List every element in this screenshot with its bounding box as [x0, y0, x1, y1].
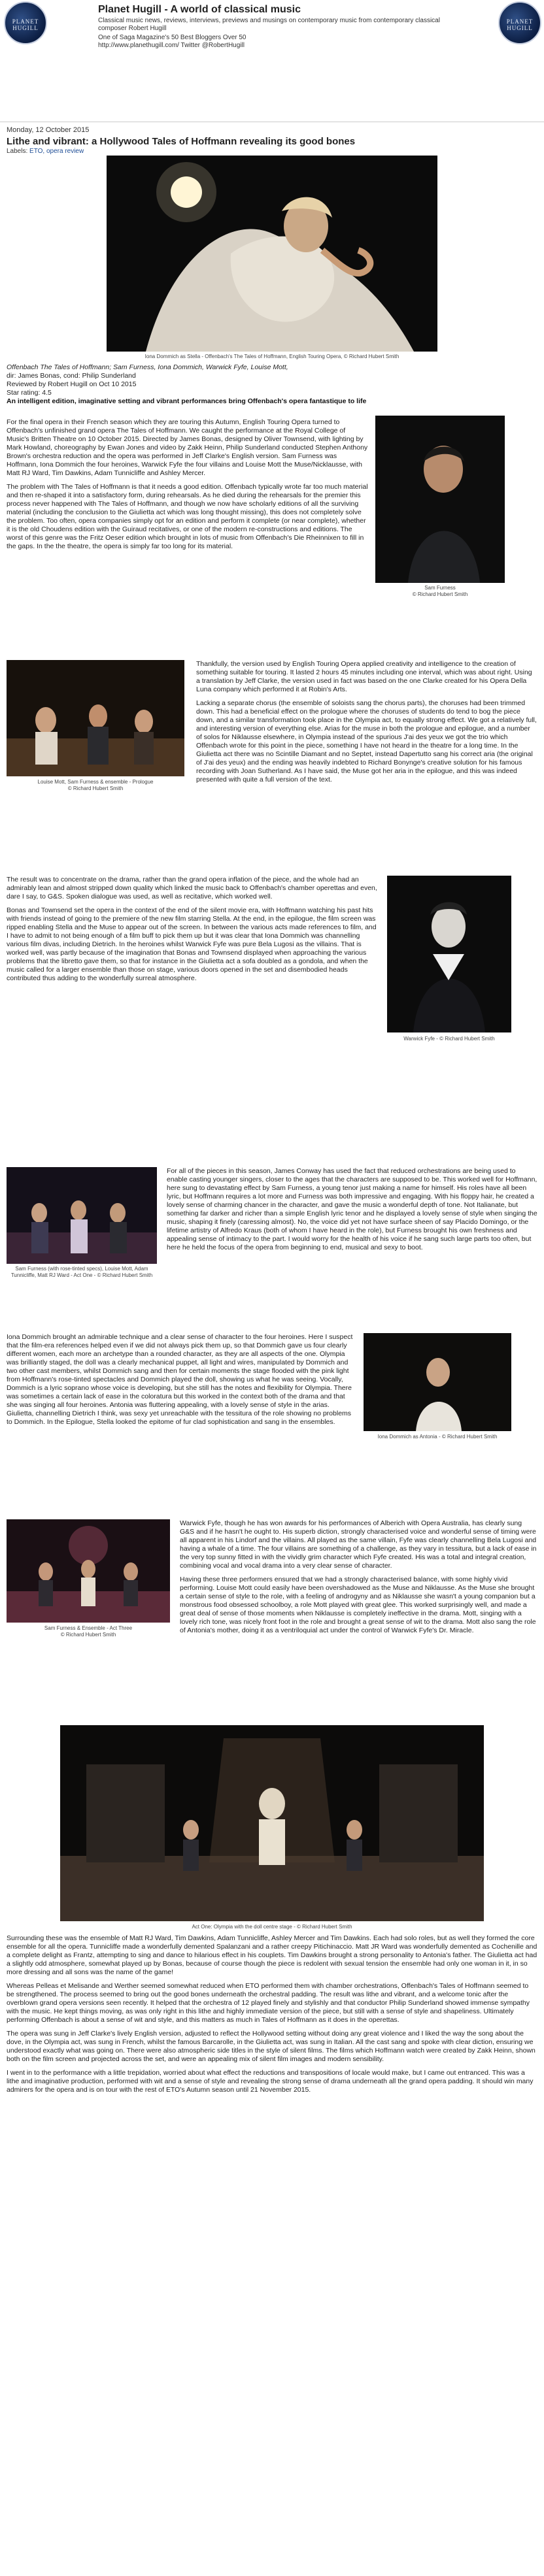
act3-caption: Sam Furness & Ensemble - Act Three © Richard Hubert Smith — [44, 1625, 133, 1638]
louise-caption: Louise Mott, Sam Furness & ensemble - Prologue © Richard Hubert Smith — [37, 779, 154, 791]
warwick-image — [387, 876, 511, 1032]
hero-image — [107, 156, 437, 352]
credits-line-1: Offenbach The Tales of Hoffmann; Sam Furness, Iona Dommich, Warwick Fyfe, Louise Mott, — [7, 363, 288, 371]
paragraph-12: Whereas Pelleas et Melisande and Werther seemed somewhat reduced when ETO performed them with chamber orchestrations, Offenbach's Tales of Hoffmann seemed to be strengthened. The process seemed to bring out the good bones underneath the orchestral padding. The result was lithe and vibrant, and a welcome tonic after the overblown grand opera versions seen recently. It helped that the orchestra of 12 played finely and stylishly and that conductor Philip Sunderland showed immense sympathy with the music. He kept things moving, as was only right in this lithe and highly immediate version of the piece, but still with a sense of style and shapeliness. Ultimately performing Offenbach is about a sense of wit and style, and this matters as much in Tales of Hoffmann as it does in the operettas. — [7, 1982, 530, 2024]
antonia-image — [364, 1333, 511, 1431]
paragraph-13: The opera was sung in Jeff Clarke's lively English version, adjusted to reflect the Hollywood setting without doing any great violence and I liked the way the song about the dove, in the Olympia act, was sung in French, whilst the famous Barcarolle, in the Giulietta act, was sung in Italian. All the cast sang and spoke with clear diction, ensuring we understood exactly what was going on. There were also atmospheric side titles in the style of silent films. The films which Hoffmann watch were created by Zakk Heinn, shown both on the film screen and projected across the set, and were an appealing mix of silent film images and modern sensibility. — [7, 2030, 536, 2063]
sam-caption: Sam Furness © Richard Hubert Smith — [412, 585, 468, 597]
warwick-illustration — [387, 876, 511, 1032]
paragraph-10: Having these three performers ensured that we had a strongly characterised balance, with some highly vivid performing. Louise Mott could easily have been overshadowed as the Muse and Niklausse. As the Muse she brought a certain sense of style to the role, with a feeling of androgyny and as Niklausse she wasn't a young companion but a monstrous food obsessed schoolboy, a role Mott played with great glee. This worked surprisingly well, and made a great deal of sense of those moments when Niklausse is completely ineffective in the drama. Mott, singing with a lovely rich tone, was nicely front foot in the role and brought a great sense of wit to the drama. Mott also sang the role of Antonia's mother, doing it as a ventriloquial act under the control of Warwick Fyfe's Dr. Miracle. — [180, 1576, 536, 1634]
body-intro — [7, 418, 369, 556]
wide-image — [60, 1725, 484, 1921]
site-links[interactable]: http://www.planethugill.com/ Twitter @RobertHugill — [98, 42, 245, 49]
labels-links[interactable]: ETO, opera review — [29, 148, 84, 155]
paragraph-7: For all of the pieces in this season, James Conway has used the fact that reduced orchestrations are being used to enable casting younger singers, closer to the ages that the characters are supposed to be. This worked well for Hoffmann, here sung to devastating effect by Sam Furness, a young tenor just making a name for himself. His roles have all been lyric, but Hoffmann requires a lot more and Furness was both impressive and engaging. With his floppy hair, he created a lovely sense of charming chancer in the character, and gave the music a wonderful depth of tone. Not Italianate, but something far darker and richer than a simple English lyric tenor and he displayed a lovely sense of style when singing the music, shaping it finely (caressing almost). No, the voice did yet not have surface sheen of say Placido Domingo, or the lifetime artistry of Alfredo Kraus (both of whom I have heard in the role), but Furness brought his own freshness and appealing sense of intimacy to the part. I would worry for the health of his voice if he sang such large parts too often, but here he held the focus of the opera from beginning to end, musical and sexy to boot. — [167, 1167, 537, 1251]
body-villains — [180, 1519, 537, 1640]
hero-illustration — [107, 156, 437, 352]
paragraph-11: Surrounding these was the ensemble of Matt RJ Ward, Tim Dawkins, Adam Tunnicliffe, Ashley Mercer and Tim Dawkins. Each had solo roles, but as well they formed the core ensemble for all the opera. Tunnicliffe made a wonderfully demented Spalanzani and a rather creepy Pitichinaccio. Matt JR Ward was wonderfully demented as Cochenille and a complete delight as Frantz, attempting to sing and dance to hilarious effect in his couplets. Tim Dawkins brought a strong personality to Antonia's father. The Giulietta act had a slightly odd atmosphere, somewhat played up by Bonas, because of course though the piece is redolent with sexual tension the ensemble had only one woman in it, in so more dressing and all sons was the name of the game! — [7, 1934, 537, 1976]
paragraph-2: The problem with The Tales of Hoffmann is that it needs a good edition. Offenbach typically wrote far too much material and then re-shaped it into a satisfactory form, during rehearsals. As he died during the rehearsals for the premier this process never happened with The Tales of Hoffmann, and though we now have scholarly editions of all the surviving material (including the conclusion to the Giulietta act which was long thought missing), this does not completely solve the problem. Too often, opera companies simply opt for an edition and perform it complete (or near complete), whether it is the old Choudens edition with the Guiraud recitatives, or one of the modern re-constructions and editions. The worst of this genre was the Fritz Oeser edition which brought in lots of music from Offenbach's Die Rheinnixen to fill in the gaps. In the the theatre, the opera is simply far too long for its material. — [7, 483, 368, 550]
olympia-caption: Sam Furness (with rose-tinted specs), Louise Mott, Adam Tunnicliffe, Matt RJ Ward - Act One - © Richard Hubert Smith — [10, 1266, 153, 1278]
sam-illustration — [375, 416, 505, 583]
site-tagline: One of Saga Magazine's 50 Best Bloggers Over 50 — [98, 34, 246, 41]
body-version — [196, 660, 537, 789]
strapline: An intelligent edition, imaginative setting and vibrant performances bring Offenbach's opera fantastique to life — [7, 397, 367, 405]
credits-line-3: Reviewed by Robert Hugill on Oct 10 2015 — [7, 380, 137, 388]
site-title[interactable]: Planet Hugill - A world of classical music — [98, 4, 301, 15]
site-logo-left[interactable] — [4, 1, 47, 44]
credits — [7, 363, 537, 406]
post-labels — [7, 148, 84, 155]
hero-caption: Iona Dommich as Stella - Offenbach's The Tales of Hoffmann, English Touring Opera, © Richard Hubert Smith — [144, 354, 400, 359]
labels-prefix: Labels: — [7, 148, 28, 155]
louise-image — [7, 660, 184, 776]
paragraph-3: Thankfully, the version used by English Touring Opera applied creativity and intelligence to the creation of something suitable for touring. It lasted 2 hours 45 minutes including one interval, which was about right. Using a translation by Jeff Clarke, the version used in fact was based on the one Clarke created for his Opera Della Luna company which performed it at Robin's Arts. — [196, 660, 532, 693]
post-title[interactable]: Lithe and vibrant: a Hollywood Tales of Hoffmann revealing its good bones — [7, 136, 356, 147]
credits-line-4: Star rating: 4.5 — [7, 389, 52, 397]
paragraph-4: Lacking a separate chorus (the ensemble of soloists sang the chorus parts), the choruses had been trimmed down. This had a beneficial effect on the prologue where the choruses of students do tend to bog the piece down, and a similar transformation took place in the Olympia act, to equally strong effect. We got a relatively full, and interesting version of everything else. Arias for the muse in both the prologue and epilogue, and a number of solos for Niklausse elsewhere, in Olympia instead of the spurious J'ai des yeux we got the trio which Offenbach wrote for this point in the piece, something I have not heard in the theatre for a long time. In the Giulietta act there was no Scintille Diamant and no Septet, instead Dapertutto sang his correct aria (the original of J'ai des yeux) and the ending was heavily indebted to Richard Bonynge's creative solution for his famous recording with Joan Sutherland. As I have said, the Muse got her aria in the epilogue, and this was indeed presented with quite a full version of the text. — [196, 699, 537, 784]
paragraph-6: Bonas and Townsend set the opera in the context of the end of the silent movie era, with Hoffmann watching his past hits with friends instead of going to the premiere of the new film starring Stella. At the end, in the epilogue, the film screen was ripped enabling Stella and the Muse to appear out of the screen. In between the various acts made references to film, and I have to admit to not being enough of a film buff to pick them up but it was clear that Iona Dommich was channelling various film divas, including Dietrich. In the heroines whilst Warwick Fyfe was pure Bela Lugosi as the villains. That is worked well, was partly because of the imagination that Bonas and Townsend displayed when approaching the various problems that the libretto gave them, so that for instance in the Giulietta act a sofa doubled as a gondola, and when the music called for a larger ensemble than those on stage, various doors opened in the set and disembodied heads contributed thus adding to the wonderfully surreal atmosphere. — [7, 906, 377, 982]
antonia-illustration — [364, 1333, 511, 1431]
body-heroines — [7, 1333, 357, 1432]
body-casting — [167, 1167, 537, 1257]
paragraph-14: I went in to the performance with a little trepidation, worried about what effect the reductions and transpositions of locale would make, but I came out entranced. This was a lithe and imaginative production, performed with wit and a sense of style and revealing the strong sense of drama underneath all the grand opera padding. It should win many admirers for the opera and is on tour with the rest of ETO's Autumn season until 21 November 2015. — [7, 2069, 534, 2094]
louise-illustration — [7, 660, 184, 776]
body-conclusion — [7, 1934, 537, 2100]
antonia-caption: Iona Dommich as Antonia - © Richard Hubert Smith — [377, 1434, 498, 1440]
act3-image — [7, 1519, 170, 1623]
wide-illustration — [60, 1725, 484, 1921]
site-logo-right[interactable] — [498, 1, 541, 44]
wide-caption: Act One: Olympia with the doll centre stage - © Richard Hubert Smith — [192, 1924, 352, 1930]
olympia-illustration — [7, 1167, 157, 1264]
post-date: Monday, 12 October 2015 — [7, 126, 90, 134]
site-description: Classical music news, reviews, interviews, previews and musings on contemporary music from contemporary classical composer Robert Hugill — [98, 17, 440, 32]
paragraph-5: The result was to concentrate on the drama, rather than the grand opera inflation of the piece, and the whole had an admirably lean and almost stripped down quality which linked the music back to Offenbach's chamber operettas and even, dare I say, to G&S. Spoken dialogue was used, as well as recitative, which worked well. — [7, 876, 377, 900]
credits-line-2: dir: James Bonas, cond: Philip Sunderland — [7, 372, 136, 380]
body-setting — [7, 876, 379, 988]
olympia-image — [7, 1167, 157, 1264]
paragraph-1: For the final opera in their French season which they are touring this Autumn, English Touring Opera turned to Offenbach's unfinished grand opera The Tales of Hoffmann. We caught the performance at the Royal College of Music's Britten Theatre on 10 October 2015. Directed by James Bonas, designed by Oliver Townsend, with lighting by Mark Howland, choreography by Ewan Jones and video by Zakk Heinn, Philip Sunderland conducted Stephen Anthony Brown's orchestra reduction and the opera was performed in Jeff Clarke's English version. Sam Furness was Hoffmann, Iona Dommich the four heroines, Warwick Fyfe the four villains and Louise Mott the Muse/Nicklausse, with Matt RJ Ward, Tim Dawkins, Adam Tunnicliffe and Ashley Mercer. — [7, 418, 368, 477]
site-header — [0, 0, 544, 47]
warwick-caption: Warwick Fyfe - © Richard Hubert Smith — [403, 1036, 495, 1042]
paragraph-8: Iona Dommich brought an admirable technique and a clear sense of character to the four heroines. Here I suspect that the film-era references helped even if we did not always pick them up, so that Dommich gave us four clearly different women, each more an archetype than a rounded character, as they are all aspects of the one. Olympia was brilliantly staged, the doll was a clearly mechanical puppet, all light and wires, manipulated by Dommich and two other cast members, whilst Dommich sang and then for certain moments the stage flooded with the pink light from Hoffmann's rose-tinted spectacles and Dommich played the doll, showing us what he was seeing. Vocally, Dommich is a lyric soprano whose voice is developing, but she still has the notes and flexibility for Olympia. There was sometimes a certain lack of ease in the coloratura but this worked in the context both of the drama and that she was singing all four heroines. Antonia was fluttering appealing, with a lovely sense of style in the arias. Giulietta, channelling Dietrich I think, was sexy yet unreachable with the tessitura of the role showing no problems to Dommich. In the Epilogue, Stella looked the epitome of fur clad sophistication and sang in the ensembles. — [7, 1333, 353, 1426]
logo-text: PLANET HUGILL — [12, 18, 39, 31]
act3-illustration — [7, 1519, 170, 1623]
logo-text: PLANET HUGILL — [506, 18, 534, 31]
paragraph-9: Warwick Fyfe, though he has won awards for his performances of Alberich with Opera Australia, has clearly sung G&S and if he hasn't he ought to. His superb diction, strongly characterised voice and wonderful sense of timing were all apparent in his Lindorf and the villains. All played as the same villain, Fyfe was clearly channelling Bela Lugosi and having a whale of a time. The four villains are something of a challenge, as they vary in tessitura, but a lack of ease in the very top sunny fitted in with the vividly grim character which Fyfe created. His was a total and integral creation, combining vocal and vocal drama into a very clear sense of character. — [180, 1519, 537, 1570]
sam-furness-image — [375, 416, 505, 583]
